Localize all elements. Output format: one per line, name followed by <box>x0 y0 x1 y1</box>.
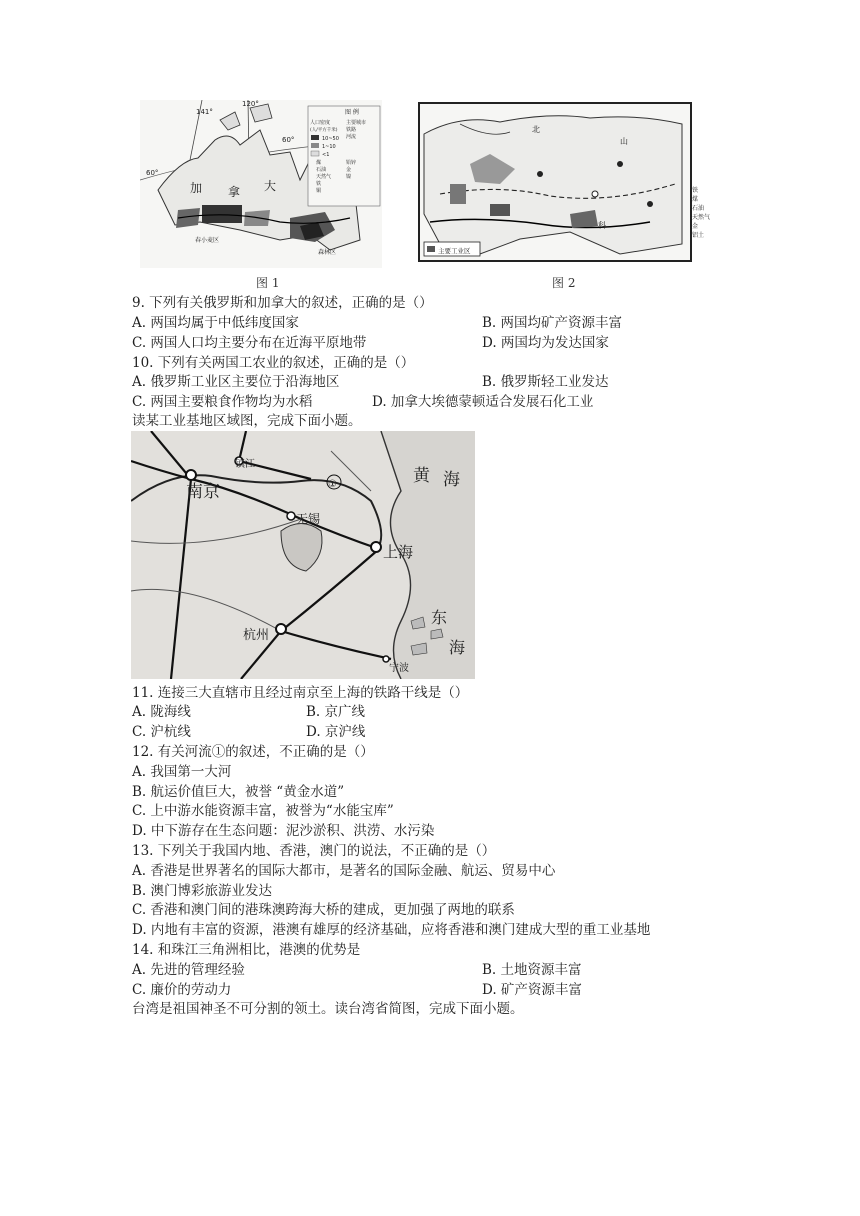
fig3-donghai-2: 海 <box>449 638 466 657</box>
fig1-legend-gold: 金 <box>346 167 352 173</box>
fig2-legend-coal: 煤 <box>692 196 699 203</box>
fig3-huanghai-2: 海 <box>443 470 460 490</box>
q11-option-d[interactable]: D. 京沪线 <box>306 724 366 740</box>
q13-option-d[interactable]: D. 内地有丰富的资源，港澳有雄厚的经济基础，应将香港和澳门建成大型的重工业基地 <box>132 922 651 938</box>
fig1-label-forest: 森林区 <box>318 249 337 256</box>
fig1-legend-gas: 天然气 <box>316 174 332 180</box>
fig1-legend-10-50: 10~50 <box>322 136 339 142</box>
fig1-country-na: 拿 <box>228 185 241 199</box>
q14-option-d[interactable]: D. 矿产资源丰富 <box>482 982 582 998</box>
figure-2-caption: 图 2 <box>552 276 576 290</box>
q9-option-d[interactable]: D. 两国均为发达国家 <box>482 335 609 351</box>
fig1-label-wheat: 春小麦区 <box>195 237 220 244</box>
q9-option-a[interactable]: A. 两国均属于中低纬度国家 <box>132 315 299 331</box>
fig1-legend-river: 河流 <box>346 134 357 140</box>
q12-option-a[interactable]: A. 我国第一大河 <box>132 764 232 780</box>
q10-stem: 10. 下列有关两国工农业的叙述，正确的是（） <box>132 355 415 371</box>
fig2-label-shan: 山 <box>620 137 628 146</box>
figure-3-industrial-map <box>131 431 475 679</box>
fig2-legend-gas: 天然气 <box>692 214 711 221</box>
q13-option-c[interactable]: C. 香港和澳门间的港珠澳跨海大桥的建成，更加强了两地的联系 <box>132 902 515 918</box>
q10-option-b[interactable]: B. 俄罗斯轻工业发达 <box>482 374 609 390</box>
fig3-nanjing: 南京 <box>186 482 220 502</box>
q11-option-c[interactable]: C. 沪杭线 <box>132 724 191 740</box>
q10-option-c[interactable]: C. 两国主要粮食作物均为水稻 <box>132 394 313 410</box>
q12-stem: 12. 有关河流①的叙述，不正确的是（） <box>132 744 374 760</box>
intro-taiwan: 台湾是祖国神圣不可分割的领土。读台湾省简图，完成下面小题。 <box>132 1001 524 1017</box>
fig2-industrial-zone: 主要工业区 <box>438 247 471 255</box>
q14-option-b[interactable]: B. 土地资源丰富 <box>482 962 582 978</box>
fig3-donghai-1: 东 <box>431 608 448 627</box>
fig1-lat-60: 60° <box>282 136 295 144</box>
fig2-legend-iron: 铁 <box>692 187 699 194</box>
q12-option-c[interactable]: C. 上中游水能资源丰富，被誉为“水能宝库” <box>132 803 394 819</box>
q14-option-c[interactable]: C. 廉价的劳动力 <box>132 982 232 998</box>
q13-stem: 13. 下列关于我国内地、香港，澳门的说法，不正确的是（） <box>132 843 496 859</box>
fig1-legend-iron: 铁 <box>316 181 322 187</box>
figure-2-legend <box>692 186 732 240</box>
q11-stem: 11. 连接三大直辖市且经过南京至上海的铁路干线是（） <box>132 685 469 701</box>
fig1-legend-lead: 铅锌 <box>346 160 357 166</box>
fig3-hangzhou: 杭州 <box>243 628 270 643</box>
fig2-label-bei: 北 <box>532 125 540 134</box>
fig1-legend-lt1: <1 <box>322 152 330 158</box>
fig1-lon-120: 120° <box>242 100 259 108</box>
figure-1-caption: 图 1 <box>256 276 280 290</box>
fig3-huanghai-1: 黄 <box>413 466 430 486</box>
q12-option-d[interactable]: D. 中下游存在生态问题：泥沙淤积、洪涝、水污染 <box>132 823 435 839</box>
q14-stem: 14. 和珠江三角洲相比，港澳的优势是 <box>132 942 361 958</box>
q11-option-a[interactable]: A. 陇海线 <box>132 704 191 720</box>
fig3-ningbo: 宁波 <box>389 663 409 674</box>
fig2-legend-bauxite: 铝土 <box>692 232 705 239</box>
fig1-legend-rail: 铁路 <box>346 127 357 133</box>
fig2-legend-gold: 金 <box>692 223 699 230</box>
fig1-legend-1-10: 1~10 <box>322 144 336 150</box>
fig1-legend-title: 图 例 <box>345 109 359 116</box>
figure-1-canada-map <box>140 100 382 268</box>
figure-2-russia-map <box>418 102 692 262</box>
fig1-legend-copper: 铜 <box>316 188 322 194</box>
fig3-wuxi: 无锡 <box>296 512 321 526</box>
fig1-legend-density: 人口密度 <box>310 120 331 126</box>
fig1-country-da: 大 <box>264 179 277 193</box>
fig1-legend-coal: 煤 <box>316 160 322 166</box>
fig2-legend-oil: 石油 <box>692 205 705 212</box>
q9-option-c[interactable]: C. 两国人口均主要分布在近海平原地带 <box>132 335 367 351</box>
fig3-river-mark: ① <box>328 479 337 490</box>
fig1-legend-oil: 石油 <box>316 167 327 173</box>
fig3-shanghai: 上海 <box>383 543 414 561</box>
q13-option-a[interactable]: A. 香港是世界著名的国际大都市，是著名的国际金融、航运、贸易中心 <box>132 863 556 879</box>
fig3-zhenjiang: 镇江 <box>235 459 255 470</box>
q10-option-a[interactable]: A. 俄罗斯工业区主要位于沿海地区 <box>132 374 340 390</box>
fig1-country-jia: 加 <box>190 181 203 195</box>
q10-option-d[interactable]: D. 加拿大埃德蒙顿适合发展石化工业 <box>372 394 594 410</box>
q9-option-b[interactable]: B. 两国均矿产资源丰富 <box>482 315 623 331</box>
q9-stem: 9. 下列有关俄罗斯和加拿大的叙述，正确的是（） <box>132 295 433 311</box>
fig1-legend-city: 主要城市 <box>346 120 367 126</box>
q11-option-b[interactable]: B. 京广线 <box>306 704 366 720</box>
fig1-lat-60-left: 60° <box>146 169 159 177</box>
fig1-legend-unit: (人/平方千米) <box>310 128 338 133</box>
fig2-label-ke: 科 <box>598 221 606 230</box>
fig1-legend-nickel: 镍 <box>346 174 352 180</box>
intro-industrial: 读某工业基地区域图，完成下面小题。 <box>132 413 362 429</box>
q13-option-b[interactable]: B. 澳门博彩旅游业发达 <box>132 883 273 899</box>
q14-option-a[interactable]: A. 先进的管理经验 <box>132 962 245 978</box>
fig1-lon-141: 141° <box>196 108 213 116</box>
q12-option-b[interactable]: B. 航运价值巨大，被誉 “黄金水道” <box>132 784 345 800</box>
